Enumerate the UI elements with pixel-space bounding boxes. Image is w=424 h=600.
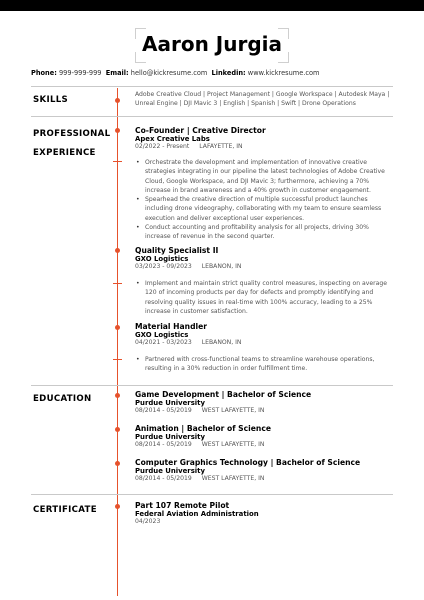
skills-text: Adobe Creative Cloud | Project Management | Google Workspace | Autodesk Maya | Unreal Engine | DJI Mavic 3 | English | Spanish | Swift | Drone Operations (135, 91, 390, 108)
bullet: • Partnered with cross-functional teams to streamline warehouse operations, resulting in a 30% reduction in order fulfillment time. (135, 355, 395, 374)
edu-dates: 08/2014 - 05/2019 (135, 475, 192, 482)
job-dates: 03/2023 - 09/2023 (135, 263, 192, 270)
divider (31, 116, 393, 117)
job-bullets (135, 355, 395, 374)
edu-location: WEST LAFAYETTE, IN (201, 441, 265, 448)
job-org: GXO Logistics (135, 255, 189, 263)
timeline-dot (115, 248, 120, 253)
timeline-dot (115, 504, 120, 509)
divider (31, 385, 393, 386)
timeline-tick (113, 161, 122, 162)
job-role: Material Handler (135, 322, 207, 331)
job-org: Apex Creative Labs (135, 135, 210, 143)
cert-name: Part 107 Remote Pilot (135, 501, 230, 510)
bullet: • Conduct accounting and profitability analysis for all projects, driving 30% increase of revenue in the second quarter. (135, 223, 395, 242)
edu-location: WEST LAFAYETTE, IN (201, 475, 265, 482)
divider (31, 86, 393, 87)
cert-date: 04/2023 (135, 518, 161, 525)
job-role: Co-Founder | Creative Director (135, 126, 266, 135)
timeline-dot (115, 427, 120, 432)
candidate-name: Aaron Jurgia (142, 32, 282, 56)
top-bar (0, 0, 424, 11)
linkedin-label: Linkedin: (211, 69, 246, 77)
timeline-dot (115, 325, 120, 330)
timeline-dot (115, 461, 120, 466)
edu-location: WEST LAFAYETTE, IN (201, 407, 265, 414)
phone-value: 999-999-999 (58, 69, 102, 77)
phone-label: Phone: (31, 69, 57, 77)
job-location: LAFAYETTE, IN (199, 143, 243, 150)
timeline-line (117, 88, 118, 596)
section-title-certificate: CERTIFICATE (33, 505, 97, 515)
job-bullets (135, 279, 395, 316)
edu-dates: 08/2014 - 05/2019 (135, 407, 192, 414)
edu-meta (135, 407, 264, 414)
job-dates: 04/2021 - 03/2023 (135, 339, 192, 346)
section-title-experience-1: PROFESSIONAL (33, 129, 111, 139)
timeline-tick (113, 283, 122, 284)
section-title-experience-2: EXPERIENCE (33, 148, 96, 158)
edu-school: Purdue University (135, 399, 205, 407)
divider (31, 494, 393, 495)
section-title-skills: SKILLS (33, 95, 68, 105)
bullet: • Implement and maintain strict quality control measures, inspecting on average 120 of incoming products per day for defects and promptly identifying and resolving quality issues in real-time with 100% accuracy, leading to a 25% increase in customer satisfaction. (135, 279, 395, 316)
edu-degree: Game Development | Bachelor of Science (135, 390, 312, 399)
edu-degree: Animation | Bachelor of Science (135, 424, 271, 433)
bullet: • Orchestrate the development and implementation of innovative creative strategies integrating in our pipeline the latest technologies of Adobe Creative Cloud, Google Workspace, and DJI Mavic 3; furthermore, achieving a 70% increase in brand awareness and a 40% growth in customer engagement. (135, 158, 395, 195)
timeline-dot (115, 393, 120, 398)
job-meta (135, 263, 241, 270)
edu-degree: Computer Graphics Technology | Bachelor of Science (135, 458, 361, 467)
job-org: GXO Logistics (135, 331, 189, 339)
edu-meta (135, 441, 264, 448)
edu-school: Purdue University (135, 467, 205, 475)
cert-issuer: Federal Aviation Administration (135, 510, 259, 518)
job-meta (135, 143, 243, 150)
email-label: Email: (105, 69, 129, 77)
contact-line (31, 69, 319, 77)
name-header (135, 28, 289, 63)
edu-dates: 08/2014 - 05/2019 (135, 441, 192, 448)
timeline-dot (115, 128, 120, 133)
job-location: LEBANON, IN (201, 263, 242, 270)
section-title-education: EDUCATION (33, 394, 92, 404)
timeline-tick (113, 359, 122, 360)
linkedin-value: www.kickresume.com (247, 69, 320, 77)
bullet: • Spearhead the creative direction of multiple successful product launches including drone videography, collaborating with my team to ensure seamless execution and deliver exceptional user experiences. (135, 195, 395, 223)
job-dates: 02/2022 - Present (135, 143, 190, 150)
edu-school: Purdue University (135, 433, 205, 441)
email-value: hello@kickresume.com (130, 69, 208, 77)
timeline-dot (115, 98, 120, 103)
job-role: Quality Specialist II (135, 246, 219, 255)
job-location: LEBANON, IN (201, 339, 242, 346)
job-bullets (135, 158, 395, 242)
job-meta (135, 339, 241, 346)
edu-meta (135, 475, 264, 482)
